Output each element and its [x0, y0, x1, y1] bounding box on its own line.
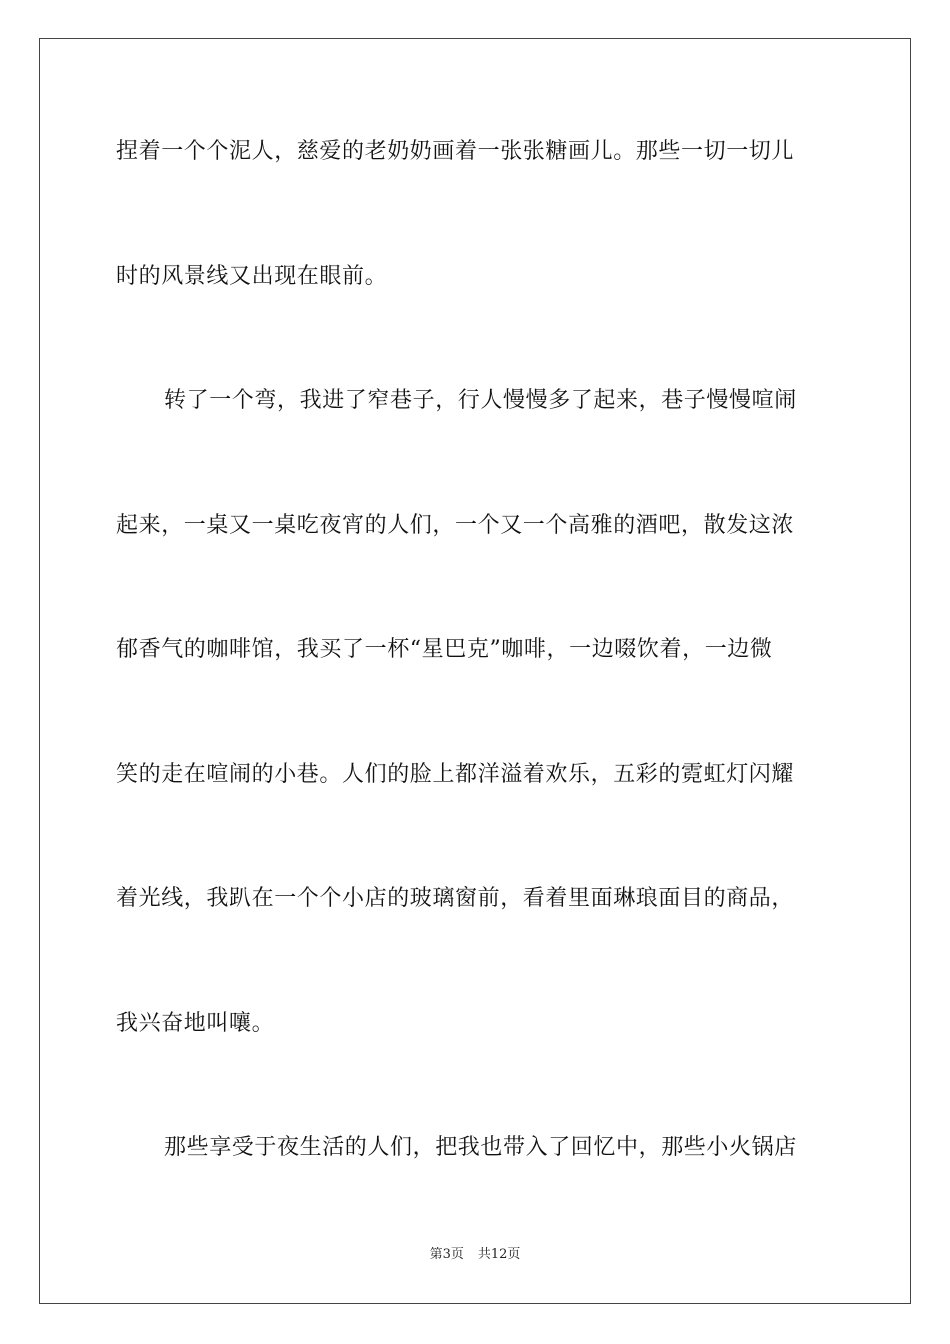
page-frame [39, 38, 911, 1304]
text-line-9: 那些享受于夜生活的人们，把我也带入了回忆中，那些小火锅店 [164, 1135, 797, 1160]
text-line-1: 捏着一个个泥人，慈爱的老奶奶画着一张张糖画儿。那些一切一切儿 [116, 139, 795, 164]
text-line-5: 郁香气的咖啡馆，我买了一杯“星巴克”咖啡，一边啜饮着，一边微 [116, 637, 773, 662]
text-line-7: 着光线，我趴在一个个小店的玻璃窗前，看着里面琳琅面目的商品， [116, 886, 795, 911]
text-line-3: 转了一个弯，我进了窄巷子，行人慢慢多了起来，巷子慢慢喧闹 [164, 388, 797, 413]
text-line-6: 笑的走在喧闹的小巷。人们的脸上都洋溢着欢乐，五彩的霓虹灯闪耀 [116, 762, 795, 787]
page-footer [0, 1246, 950, 1264]
text-line-8: 我兴奋地叫嚷。 [116, 1011, 275, 1036]
page-number: 第3页 [429, 1247, 464, 1262]
text-line-4: 起来，一桌又一桌吃夜宵的人们，一个又一个高雅的酒吧，散发这浓 [116, 513, 795, 538]
page-total: 共12页 [477, 1247, 521, 1262]
text-line-2: 时的风景线又出现在眼前。 [116, 264, 388, 289]
